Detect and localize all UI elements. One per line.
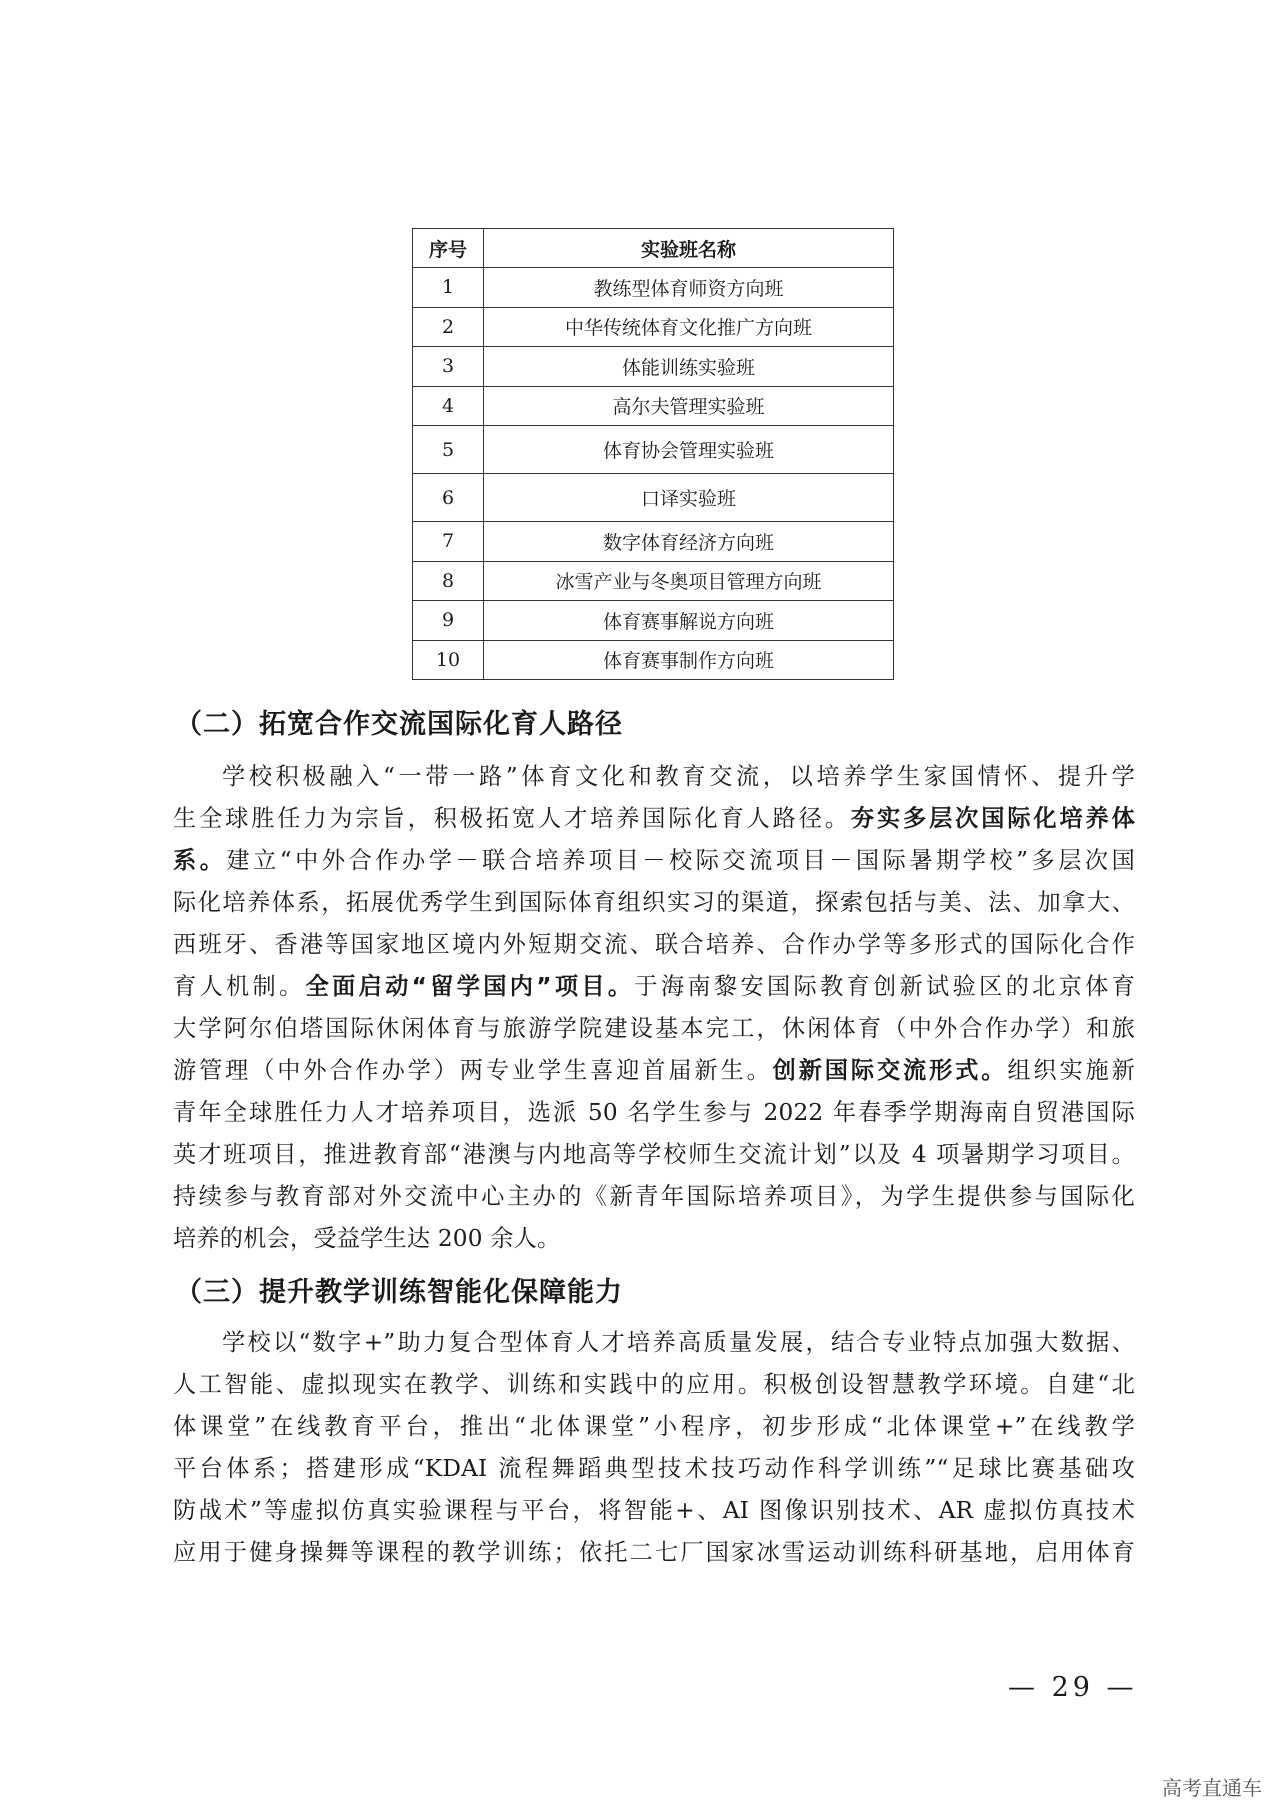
paragraph-line xyxy=(173,1182,1135,1214)
text-run: 学校积极融入“一带一路”体育文化和教育交流，以培养学生家国情怀、提升学 xyxy=(222,763,1135,790)
row-number: 10 xyxy=(413,640,484,680)
text-run: 英才班项目，推进教育部“港澳与内地高等学校师生交流计划”以及 4 项暑期学习项目。 xyxy=(173,1141,1135,1168)
paragraph-line: 学校以“数字+”助力复合型体育人才培养高质量发展，结合专业特点加强大数据、 xyxy=(222,1329,1135,1356)
page-number: — 29 — xyxy=(1008,1672,1138,1703)
row-class-name: 体育赛事制作方向班 xyxy=(484,640,894,680)
text-run: 际化培养体系，拓展优秀学生到国际体育组织实习的渠道，探索包括与美、法、加拿大、 xyxy=(173,889,1135,916)
row-class-name: 数字体育经济方向班 xyxy=(484,522,894,562)
paragraph-line xyxy=(222,762,1135,794)
section-heading-intelligent-teaching: （三）提升教学训练智能化保障能力 xyxy=(175,1277,623,1308)
paragraph-line xyxy=(173,888,1135,920)
row-class-name: 中华传统体育文化推广方向班 xyxy=(484,307,894,347)
paragraph-line xyxy=(173,1224,1135,1256)
paragraph-line xyxy=(173,1098,1135,1130)
text-run: 培养的机会，受益学生达 200 余人。 xyxy=(173,1225,561,1252)
table-row xyxy=(413,561,894,601)
paragraph-line: 应用于健身操舞等课程的教学训练；依托二七厂国家冰雪运动训练科研基地，启用体育 xyxy=(173,1539,1135,1566)
row-number: 5 xyxy=(413,426,484,474)
text-run: 大学阿尔伯塔国际休闲体育与旅游学院建设基本完工，休闲体育（中外合作办学）和旅 xyxy=(173,1015,1135,1042)
row-class-name: 体能训练实验班 xyxy=(484,347,894,387)
bold-text-run: 创新国际交流形式。 xyxy=(772,1057,1008,1084)
paragraph-line: 人工智能、虚拟现实在教学、训练和实践中的应用。积极创设智慧教学环境。自建“北 xyxy=(173,1371,1135,1398)
watermark: 高考直通车 xyxy=(1162,1776,1262,1800)
text-run: 持续参与教育部对外交流中心主办的《新青年国际培养项目》，为学生提供参与国际化 xyxy=(173,1183,1135,1210)
row-class-name: 体育协会管理实验班 xyxy=(484,426,894,474)
bold-text-run: 系。 xyxy=(173,847,227,874)
table-row xyxy=(413,307,894,347)
table-row xyxy=(413,522,894,562)
paragraph-line xyxy=(173,1014,1135,1046)
text-run: 组织实施新 xyxy=(1007,1057,1135,1084)
experimental-class-table xyxy=(412,228,894,680)
row-class-name: 冰雪产业与冬奥项目管理方向班 xyxy=(484,561,894,601)
paragraph-line: 防战术”等虚拟仿真实验课程与平台，将智能+、AI 图像识别技术、AR 虚拟仿真技术 xyxy=(173,1497,1135,1524)
section-heading-international: （二）拓宽合作交流国际化育人路径 xyxy=(175,709,623,740)
table-header-row xyxy=(413,229,894,268)
text-run: 西班牙、香港等国家地区境内外短期交流、联合培养、合作办学等多形式的国际化合作 xyxy=(173,931,1135,958)
row-class-name: 教练型体育师资方向班 xyxy=(484,268,894,308)
row-number: 6 xyxy=(413,474,484,522)
paragraph-line xyxy=(173,1140,1135,1172)
paragraph-line xyxy=(173,804,1135,836)
text-run: 生全球胜任力为宗旨，积极拓宽人才培养国际化育人路径。 xyxy=(173,805,851,832)
row-number: 9 xyxy=(413,601,484,641)
paragraph-line xyxy=(173,972,1135,1004)
text-run: 育人机制。 xyxy=(173,973,306,1000)
column-header-class-name: 实验班名称 xyxy=(484,229,894,268)
text-run: 青年全球胜任力人才培养项目，选派 50 名学生参与 2022 年春季学期海南自贸港国际 xyxy=(173,1099,1135,1126)
row-class-name: 口译实验班 xyxy=(484,474,894,522)
text-run: 建立“中外合作办学－联合培养项目－校际交流项目－国际暑期学校”多层次国 xyxy=(226,847,1135,874)
bold-text-run: 夯实多层次国际化培养体 xyxy=(850,805,1136,832)
text-run: 于海南黎安国际教育创新试验区的北京体育 xyxy=(634,973,1136,1000)
table-row xyxy=(413,268,894,308)
paragraph-line: 平台体系；搭建形成“KDAI 流程舞蹈典型技术技巧动作科学训练”“足球比赛基础攻 xyxy=(173,1455,1135,1482)
row-number: 7 xyxy=(413,522,484,562)
row-class-name: 高尔夫管理实验班 xyxy=(484,386,894,426)
row-class-name: 体育赛事解说方向班 xyxy=(484,601,894,641)
paragraph-line xyxy=(173,846,1135,878)
row-number: 4 xyxy=(413,386,484,426)
table-row xyxy=(413,347,894,387)
table-row xyxy=(413,474,894,522)
text-run: 游管理（中外合作办学）两专业学生喜迎首届新生。 xyxy=(173,1057,773,1084)
paragraph-line xyxy=(173,1056,1135,1088)
column-header-number: 序号 xyxy=(413,229,484,268)
bold-text-run: 全面启动“留学国内”项目。 xyxy=(305,973,635,1000)
table-row xyxy=(413,386,894,426)
paragraph-line xyxy=(173,930,1135,962)
table-row xyxy=(413,426,894,474)
table-row xyxy=(413,601,894,641)
paragraph-line: 体课堂”在线教育平台，推出“北体课堂”小程序，初步形成“北体课堂+”在线教学 xyxy=(173,1413,1135,1440)
row-number: 1 xyxy=(413,268,484,308)
table-row xyxy=(413,640,894,680)
row-number: 3 xyxy=(413,347,484,387)
row-number: 2 xyxy=(413,307,484,347)
row-number: 8 xyxy=(413,561,484,601)
